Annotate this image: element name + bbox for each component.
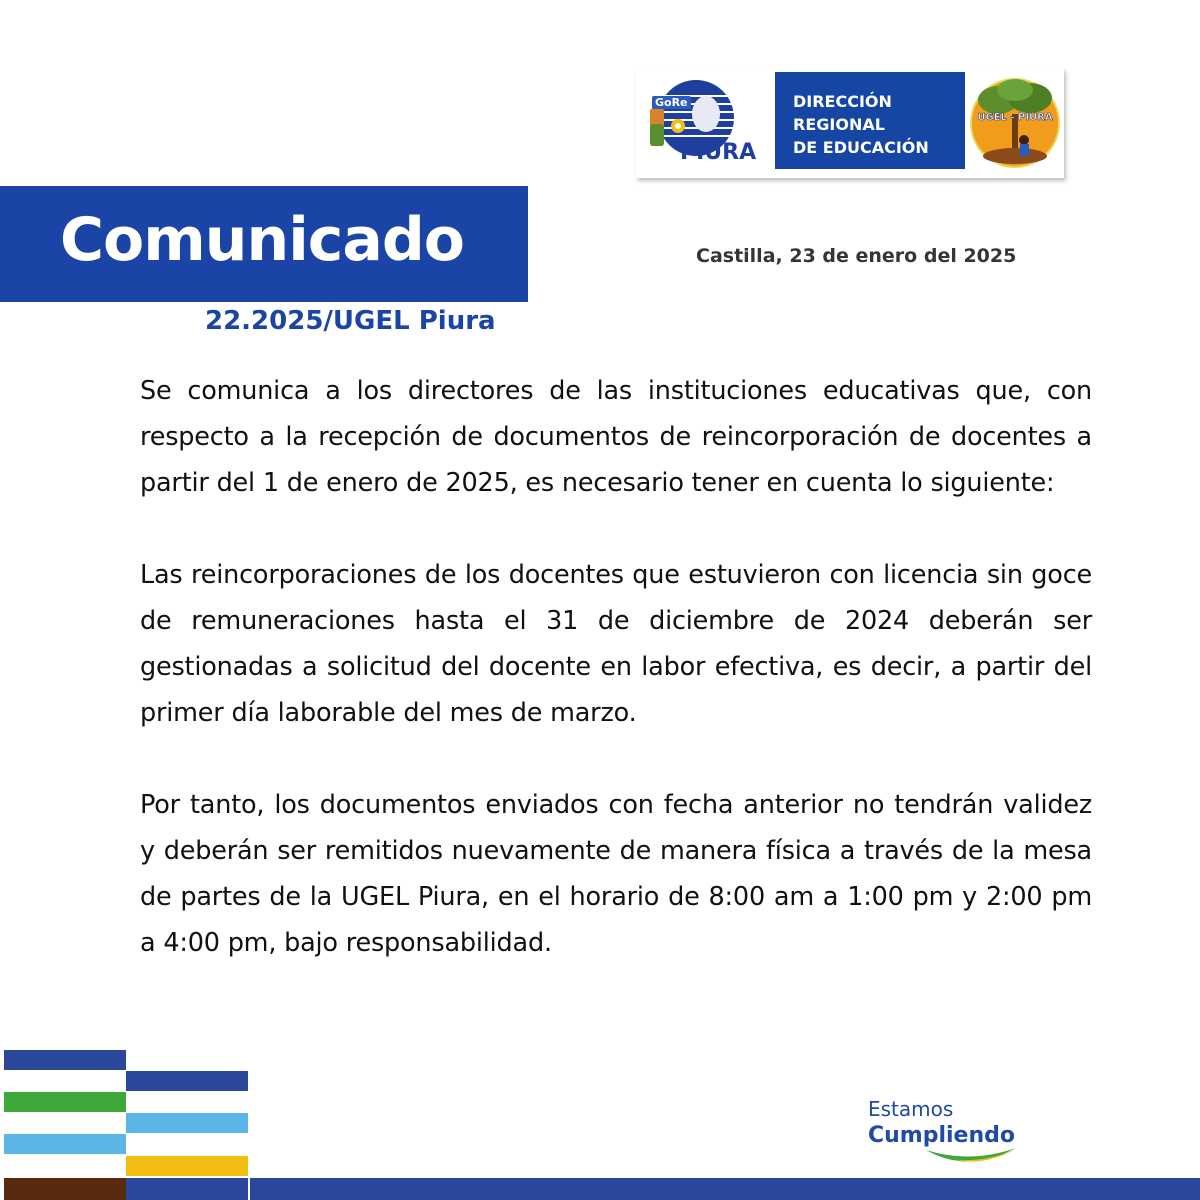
dre-line-1: DIRECCIÓN xyxy=(793,92,892,111)
dre-line-2: REGIONAL xyxy=(793,115,885,134)
dre-logo-box xyxy=(775,72,965,169)
slogan-line-2: Cumpliendo xyxy=(868,1123,1016,1148)
stripe-sky-right xyxy=(126,1113,248,1133)
paragraph-1: Se comunica a los directores de las instituciones educativas que, con respecto a la recepción de documentos de reincorporación de docentes a partir del 1 de enero de 2025, es necesario tener en cuenta lo siguiente: xyxy=(140,376,1092,498)
footer-bar xyxy=(250,1178,1200,1200)
slogan-line-1: Estamos xyxy=(868,1097,954,1121)
paragraph-3: Por tanto, los documentos enviados con fecha anterior no tendrán validez y deberán ser remitidos nuevamente de manera física a través de la mesa de partes de la UGEL Piura, en el horario de 8:00 am a 1:00 pm y 2:00 pm a 4:00 pm, bajo responsabilidad. xyxy=(140,790,1092,958)
document-date: Castilla, 23 de enero del 2025 xyxy=(696,245,1017,267)
stripe-navy-bottom xyxy=(126,1178,248,1200)
reference-code: 22.2025/UGEL Piura xyxy=(205,306,496,336)
stripe-yellow-right xyxy=(126,1156,248,1176)
stripe-navy-left xyxy=(4,1050,126,1070)
stripe-navy-right xyxy=(126,1071,248,1091)
communique-body xyxy=(140,368,1092,1012)
paragraph-2: Las reincorporaciones de los docentes que estuvieron con licencia sin goce de remuneraciones hasta el 31 de diciembre de 2024 deberán ser gestionadas a solicitud del docente en labor efectiva, es decir, a partir del primer día laborable del mes de marzo. xyxy=(140,560,1092,728)
stripe-brown-left xyxy=(4,1178,126,1200)
page-title: Comunicado xyxy=(60,205,464,275)
gore-logo-tag: GoRe xyxy=(652,96,691,109)
dre-line-3: DE EDUCACIÓN xyxy=(793,138,929,157)
ugel-piura-logo xyxy=(968,74,1062,172)
ugel-logo-text: UGEL - PIURA xyxy=(977,112,1053,123)
stripe-green-left xyxy=(4,1092,126,1112)
stripe-sky-left xyxy=(4,1134,126,1154)
gore-logo-word: PIURA xyxy=(680,140,757,165)
slogan-swoosh-icon xyxy=(924,1144,1018,1170)
